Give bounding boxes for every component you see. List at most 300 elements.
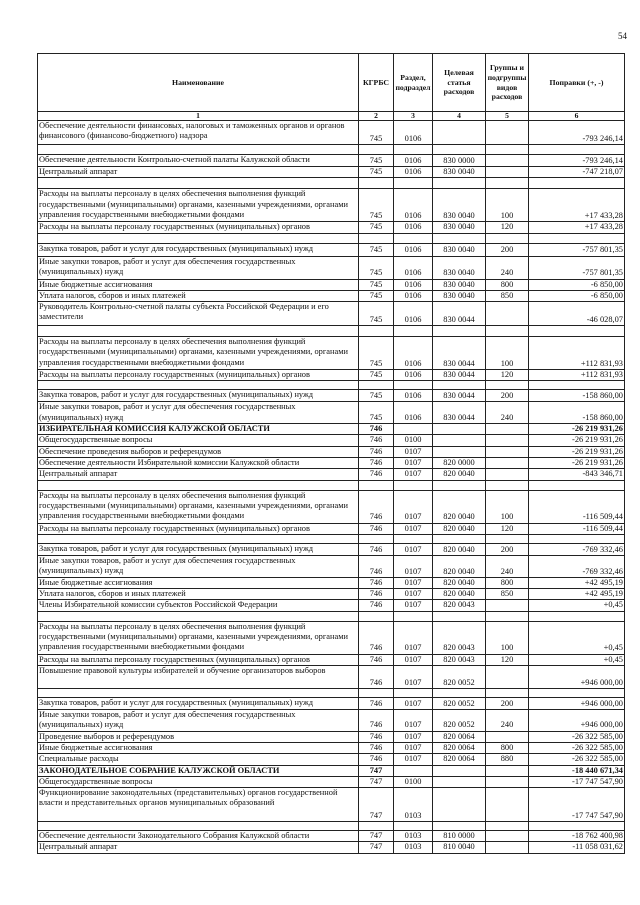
row-kgrbs: 747	[359, 765, 394, 776]
row-target: 830 0044	[433, 390, 486, 402]
row-target	[433, 145, 486, 155]
row-target: 830 0040	[433, 222, 486, 233]
row-section: 0103	[394, 788, 433, 822]
table-row	[38, 279, 625, 290]
row-amount: -6 850,00	[529, 290, 625, 301]
row-group	[486, 534, 529, 543]
row-amount: -769 332,46	[529, 543, 625, 555]
row-group: 120	[486, 370, 529, 381]
row-kgrbs	[359, 689, 394, 698]
row-kgrbs: 745	[359, 279, 394, 290]
row-name	[38, 326, 359, 337]
row-target: 830 0044	[433, 302, 486, 326]
row-target: 830 0044	[433, 402, 486, 424]
table-row	[38, 370, 625, 381]
header-amendments: Поправки (+, -)	[529, 54, 625, 112]
row-target: 820 0064	[433, 731, 486, 742]
row-target	[433, 424, 486, 435]
row-group	[486, 788, 529, 822]
row-kgrbs: 747	[359, 788, 394, 822]
row-group	[486, 302, 529, 326]
row-amount: -18 762 400,98	[529, 831, 625, 842]
row-group: 240	[486, 402, 529, 424]
table-row	[38, 698, 625, 710]
row-group	[486, 121, 529, 145]
row-section: 0107	[394, 446, 433, 457]
row-kgrbs: 745	[359, 390, 394, 402]
row-target: 830 0040	[433, 243, 486, 256]
row-name: Расходы на выплаты персоналу государственных (муниципальных) органов	[38, 654, 359, 665]
row-target: 820 0040	[433, 589, 486, 600]
table-row	[38, 435, 625, 446]
row-name: Центральный аппарат	[38, 842, 359, 853]
row-name: Обеспечение деятельности Контрольно-счетной палаты Калужской области	[38, 155, 359, 167]
row-amount: +946 000,00	[529, 710, 625, 732]
row-group	[486, 765, 529, 776]
row-name: Центральный аппарат	[38, 167, 359, 178]
row-name: Расходы на выплаты персоналу в целях обеспечения выполнения функций государственными (муниципальными) органами, казенными учреждениями, органами управления государственными внебюджетными фондами	[38, 490, 359, 523]
row-amount: +112 831,93	[529, 337, 625, 370]
row-group	[486, 776, 529, 787]
page-number: 54	[618, 31, 627, 41]
row-section: 0107	[394, 469, 433, 480]
row-amount: -757 801,35	[529, 256, 625, 279]
row-group	[486, 145, 529, 155]
row-amount	[529, 326, 625, 337]
row-kgrbs	[359, 611, 394, 621]
row-section: 0107	[394, 523, 433, 534]
row-group: 100	[486, 337, 529, 370]
row-section: 0106	[394, 302, 433, 326]
table-row	[38, 469, 625, 480]
row-section: 0107	[394, 731, 433, 742]
row-section: 0106	[394, 256, 433, 279]
row-section: 0107	[394, 621, 433, 654]
row-amount: +42 495,19	[529, 577, 625, 588]
row-target: 820 0052	[433, 666, 486, 689]
row-name: Закупка товаров, работ и услуг для государственных (муниципальных) нужд	[38, 543, 359, 555]
row-group: 120	[486, 654, 529, 665]
row-group: 850	[486, 290, 529, 301]
row-amount: -26 322 585,00	[529, 731, 625, 742]
row-target	[433, 326, 486, 337]
row-group: 240	[486, 256, 529, 279]
row-target	[433, 765, 486, 776]
row-section: 0107	[394, 600, 433, 611]
row-amount: -757 801,35	[529, 243, 625, 256]
table-row	[38, 490, 625, 523]
table-row	[38, 600, 625, 611]
row-kgrbs: 745	[359, 290, 394, 301]
row-group	[486, 842, 529, 853]
row-section: 0107	[394, 457, 433, 468]
row-kgrbs: 746	[359, 457, 394, 468]
table-row	[38, 577, 625, 588]
row-group: 880	[486, 754, 529, 765]
row-group	[486, 822, 529, 831]
row-group	[486, 689, 529, 698]
column-number: 3	[394, 112, 433, 121]
row-section	[394, 822, 433, 831]
row-target	[433, 534, 486, 543]
row-group: 240	[486, 710, 529, 732]
row-target: 830 0044	[433, 337, 486, 370]
row-amount: -46 028,07	[529, 302, 625, 326]
row-group	[486, 178, 529, 189]
row-amount	[529, 822, 625, 831]
header-target: Целевая статья расходов	[433, 54, 486, 112]
row-kgrbs: 746	[359, 523, 394, 534]
row-kgrbs: 746	[359, 490, 394, 523]
row-group	[486, 381, 529, 390]
row-group: 200	[486, 698, 529, 710]
row-section: 0107	[394, 742, 433, 753]
row-amount	[529, 689, 625, 698]
row-group	[486, 480, 529, 490]
row-name: Обеспечение деятельности Законодательного Собрания Калужской области	[38, 831, 359, 842]
row-name: Уплата налогов, сборов и иных платежей	[38, 290, 359, 301]
row-amount: -26 219 931,26	[529, 446, 625, 457]
table-row	[38, 831, 625, 842]
row-section: 0106	[394, 290, 433, 301]
row-target	[433, 178, 486, 189]
table-row	[38, 302, 625, 326]
row-kgrbs: 746	[359, 754, 394, 765]
column-number: 6	[529, 112, 625, 121]
table-row	[38, 689, 625, 698]
row-kgrbs: 745	[359, 155, 394, 167]
row-section: 0100	[394, 435, 433, 446]
row-group	[486, 167, 529, 178]
row-amount	[529, 381, 625, 390]
table-row	[38, 842, 625, 853]
row-name: Закупка товаров, работ и услуг для государственных (муниципальных) нужд	[38, 698, 359, 710]
row-group	[486, 731, 529, 742]
row-target	[433, 121, 486, 145]
row-name: ИЗБИРАТЕЛЬНАЯ КОМИССИЯ КАЛУЖСКОЙ ОБЛАСТИ	[38, 424, 359, 435]
row-target	[433, 233, 486, 243]
table-row	[38, 543, 625, 555]
row-amount	[529, 178, 625, 189]
row-name	[38, 480, 359, 490]
row-section: 0106	[394, 155, 433, 167]
row-group	[486, 233, 529, 243]
row-kgrbs: 746	[359, 654, 394, 665]
row-target: 820 0064	[433, 754, 486, 765]
row-amount: -26 219 931,26	[529, 457, 625, 468]
row-amount: -116 509,44	[529, 490, 625, 523]
row-name	[38, 381, 359, 390]
row-section: 0107	[394, 543, 433, 555]
row-section: 0106	[394, 189, 433, 222]
row-name	[38, 822, 359, 831]
table-row	[38, 457, 625, 468]
row-kgrbs: 747	[359, 776, 394, 787]
row-name	[38, 689, 359, 698]
row-group: 120	[486, 523, 529, 534]
table-row	[38, 167, 625, 178]
row-name: Расходы на выплаты персоналу государственных (муниципальных) органов	[38, 222, 359, 233]
row-target: 830 0040	[433, 256, 486, 279]
row-target	[433, 689, 486, 698]
row-section	[394, 689, 433, 698]
row-name: Иные закупки товаров, работ и услуг для обеспечения государственных (муниципальных) нужд	[38, 555, 359, 577]
row-amount	[529, 611, 625, 621]
row-amount: +0,45	[529, 621, 625, 654]
row-group	[486, 457, 529, 468]
row-name	[38, 611, 359, 621]
row-section: 0107	[394, 666, 433, 689]
row-target: 810 0000	[433, 831, 486, 842]
row-name: ЗАКОНОДАТЕЛЬНОЕ СОБРАНИЕ КАЛУЖСКОЙ ОБЛАСТИ	[38, 765, 359, 776]
row-kgrbs: 745	[359, 121, 394, 145]
row-kgrbs: 745	[359, 167, 394, 178]
row-amount: -158 860,00	[529, 402, 625, 424]
row-name: Иные закупки товаров, работ и услуг для обеспечения государственных (муниципальных) нужд	[38, 710, 359, 732]
table-row	[38, 337, 625, 370]
row-target: 820 0043	[433, 654, 486, 665]
row-kgrbs: 745	[359, 302, 394, 326]
row-kgrbs	[359, 145, 394, 155]
column-number: 1	[38, 112, 359, 121]
table-row	[38, 446, 625, 457]
row-name: Обеспечение проведения выборов и референдумов	[38, 446, 359, 457]
row-section: 0107	[394, 577, 433, 588]
row-name: Расходы на выплаты персоналу в целях обеспечения выполнения функций государственными (муниципальными) органами, казенными учреждениями, органами управления государственными внебюджетными фондами	[38, 621, 359, 654]
row-amount: -747 218,07	[529, 167, 625, 178]
row-name: Руководитель Контрольно-счетной палаты субъекта Российской Федерации и его заместители	[38, 302, 359, 326]
table-row	[38, 155, 625, 167]
table-row	[38, 326, 625, 337]
row-amount: -11 058 031,62	[529, 842, 625, 853]
column-number-row	[38, 112, 625, 121]
row-target: 820 0052	[433, 710, 486, 732]
table-row	[38, 121, 625, 145]
table-row	[38, 534, 625, 543]
row-kgrbs: 746	[359, 424, 394, 435]
row-group	[486, 611, 529, 621]
row-kgrbs	[359, 326, 394, 337]
table-row	[38, 666, 625, 689]
row-target: 820 0043	[433, 621, 486, 654]
row-target: 820 0000	[433, 457, 486, 468]
row-amount: -26 322 585,00	[529, 742, 625, 753]
row-kgrbs: 746	[359, 710, 394, 732]
row-amount: -793 246,14	[529, 121, 625, 145]
row-name: Расходы на выплаты персоналу государственных (муниципальных) органов	[38, 370, 359, 381]
row-kgrbs: 746	[359, 555, 394, 577]
row-section: 0107	[394, 490, 433, 523]
row-kgrbs: 746	[359, 742, 394, 753]
row-target	[433, 446, 486, 457]
table-row	[38, 611, 625, 621]
row-section	[394, 480, 433, 490]
row-amount: +17 433,28	[529, 189, 625, 222]
row-amount: +42 495,19	[529, 589, 625, 600]
row-section: 0107	[394, 555, 433, 577]
table-row	[38, 754, 625, 765]
row-section: 0106	[394, 370, 433, 381]
column-number: 2	[359, 112, 394, 121]
row-group: 800	[486, 279, 529, 290]
row-kgrbs: 745	[359, 256, 394, 279]
row-section: 0106	[394, 390, 433, 402]
row-group: 800	[486, 742, 529, 753]
header-name: Наименование	[38, 54, 359, 112]
header-group: Группы и подгруппы видов расходов	[486, 54, 529, 112]
table-row	[38, 424, 625, 435]
row-amount: +17 433,28	[529, 222, 625, 233]
row-target: 820 0040	[433, 523, 486, 534]
header-section: Раздел, подраздел	[394, 54, 433, 112]
row-group	[486, 831, 529, 842]
row-target: 820 0040	[433, 543, 486, 555]
row-section	[394, 534, 433, 543]
row-name: Проведение выборов и референдумов	[38, 731, 359, 742]
table-row	[38, 390, 625, 402]
row-group: 100	[486, 621, 529, 654]
row-kgrbs: 746	[359, 698, 394, 710]
row-amount: -843 346,71	[529, 469, 625, 480]
table-row	[38, 222, 625, 233]
row-group	[486, 155, 529, 167]
row-group: 100	[486, 490, 529, 523]
row-section	[394, 233, 433, 243]
row-name: Повышение правовой культуры избирателей и обучение организаторов выборов	[38, 666, 359, 689]
row-kgrbs: 745	[359, 370, 394, 381]
table-row	[38, 731, 625, 742]
row-amount: +946 000,00	[529, 666, 625, 689]
row-target	[433, 381, 486, 390]
row-section	[394, 765, 433, 776]
row-group: 200	[486, 243, 529, 256]
row-group: 120	[486, 222, 529, 233]
table-row	[38, 654, 625, 665]
row-amount: -26 322 585,00	[529, 754, 625, 765]
row-section: 0107	[394, 654, 433, 665]
table-row	[38, 776, 625, 787]
row-name: Расходы на выплаты персоналу в целях обеспечения выполнения функций государственными (муниципальными) органами, казенными учреждениями, органами управления государственными внебюджетными фондами	[38, 337, 359, 370]
row-target: 830 0040	[433, 279, 486, 290]
row-group	[486, 326, 529, 337]
row-kgrbs: 746	[359, 589, 394, 600]
row-target: 830 0040	[433, 189, 486, 222]
row-section	[394, 424, 433, 435]
table-row	[38, 788, 625, 822]
row-section: 0107	[394, 589, 433, 600]
row-target: 820 0040	[433, 469, 486, 480]
row-amount: +0,45	[529, 600, 625, 611]
row-group	[486, 446, 529, 457]
row-amount: -158 860,00	[529, 390, 625, 402]
row-name	[38, 145, 359, 155]
row-target: 820 0064	[433, 742, 486, 753]
row-name	[38, 534, 359, 543]
row-kgrbs	[359, 178, 394, 189]
table-row	[38, 621, 625, 654]
row-amount: -26 219 931,26	[529, 424, 625, 435]
row-kgrbs	[359, 233, 394, 243]
row-name: Иные бюджетные ассигнования	[38, 577, 359, 588]
row-target: 820 0040	[433, 490, 486, 523]
row-amount: +946 000,00	[529, 698, 625, 710]
row-target	[433, 435, 486, 446]
row-name: Функционирование законодательных (представительных) органов государственной власти и представительных органов муниципальных образований	[38, 788, 359, 822]
row-group	[486, 469, 529, 480]
row-section	[394, 178, 433, 189]
row-name: Специальные расходы	[38, 754, 359, 765]
row-target: 830 0040	[433, 167, 486, 178]
table-row	[38, 589, 625, 600]
row-name: Иные бюджетные ассигнования	[38, 279, 359, 290]
row-section	[394, 145, 433, 155]
row-group: 240	[486, 555, 529, 577]
row-name: Центральный аппарат	[38, 469, 359, 480]
row-group: 800	[486, 577, 529, 588]
row-kgrbs: 745	[359, 189, 394, 222]
row-target: 820 0052	[433, 698, 486, 710]
row-group	[486, 424, 529, 435]
row-section: 0103	[394, 842, 433, 853]
row-group: 200	[486, 390, 529, 402]
row-kgrbs: 746	[359, 621, 394, 654]
table-row	[38, 555, 625, 577]
row-kgrbs: 747	[359, 842, 394, 853]
row-kgrbs: 747	[359, 831, 394, 842]
row-kgrbs	[359, 822, 394, 831]
table-row	[38, 381, 625, 390]
row-group	[486, 435, 529, 446]
table-row	[38, 290, 625, 301]
table-row	[38, 233, 625, 243]
row-name: Иные закупки товаров, работ и услуг для обеспечения государственных (муниципальных) нужд	[38, 256, 359, 279]
row-amount	[529, 480, 625, 490]
row-name: Расходы на выплаты персоналу в целях обеспечения выполнения функций государственными (муниципальными) органами, казенными учреждениями, органами управления государственными внебюджетными фондами	[38, 189, 359, 222]
row-amount: -769 332,46	[529, 555, 625, 577]
row-amount: +0,45	[529, 654, 625, 665]
table-row	[38, 402, 625, 424]
row-target: 820 0040	[433, 577, 486, 588]
row-name: Закупка товаров, работ и услуг для государственных (муниципальных) нужд	[38, 390, 359, 402]
row-amount: -793 246,14	[529, 155, 625, 167]
row-target: 820 0043	[433, 600, 486, 611]
row-name: Общегосударственные вопросы	[38, 776, 359, 787]
row-amount	[529, 534, 625, 543]
row-name: Обеспечение деятельности Избирательной комиссии Калужской области	[38, 457, 359, 468]
row-target: 830 0000	[433, 155, 486, 167]
row-target	[433, 788, 486, 822]
row-name: Общегосударственные вопросы	[38, 435, 359, 446]
table-row	[38, 765, 625, 776]
table-row	[38, 256, 625, 279]
row-section: 0107	[394, 754, 433, 765]
row-target	[433, 480, 486, 490]
row-kgrbs: 745	[359, 402, 394, 424]
row-amount: -18 440 671,34	[529, 765, 625, 776]
row-amount: +112 831,93	[529, 370, 625, 381]
row-section: 0106	[394, 337, 433, 370]
row-group: 100	[486, 189, 529, 222]
row-amount: -17 747 547,90	[529, 788, 625, 822]
row-kgrbs: 745	[359, 337, 394, 370]
row-name: Иные закупки товаров, работ и услуг для обеспечения государственных (муниципальных) нужд	[38, 402, 359, 424]
row-amount: -116 509,44	[529, 523, 625, 534]
budget-amendments-table	[37, 53, 625, 854]
row-amount: -17 747 547,90	[529, 776, 625, 787]
table-row	[38, 742, 625, 753]
row-section	[394, 381, 433, 390]
table-header-row	[38, 54, 625, 112]
